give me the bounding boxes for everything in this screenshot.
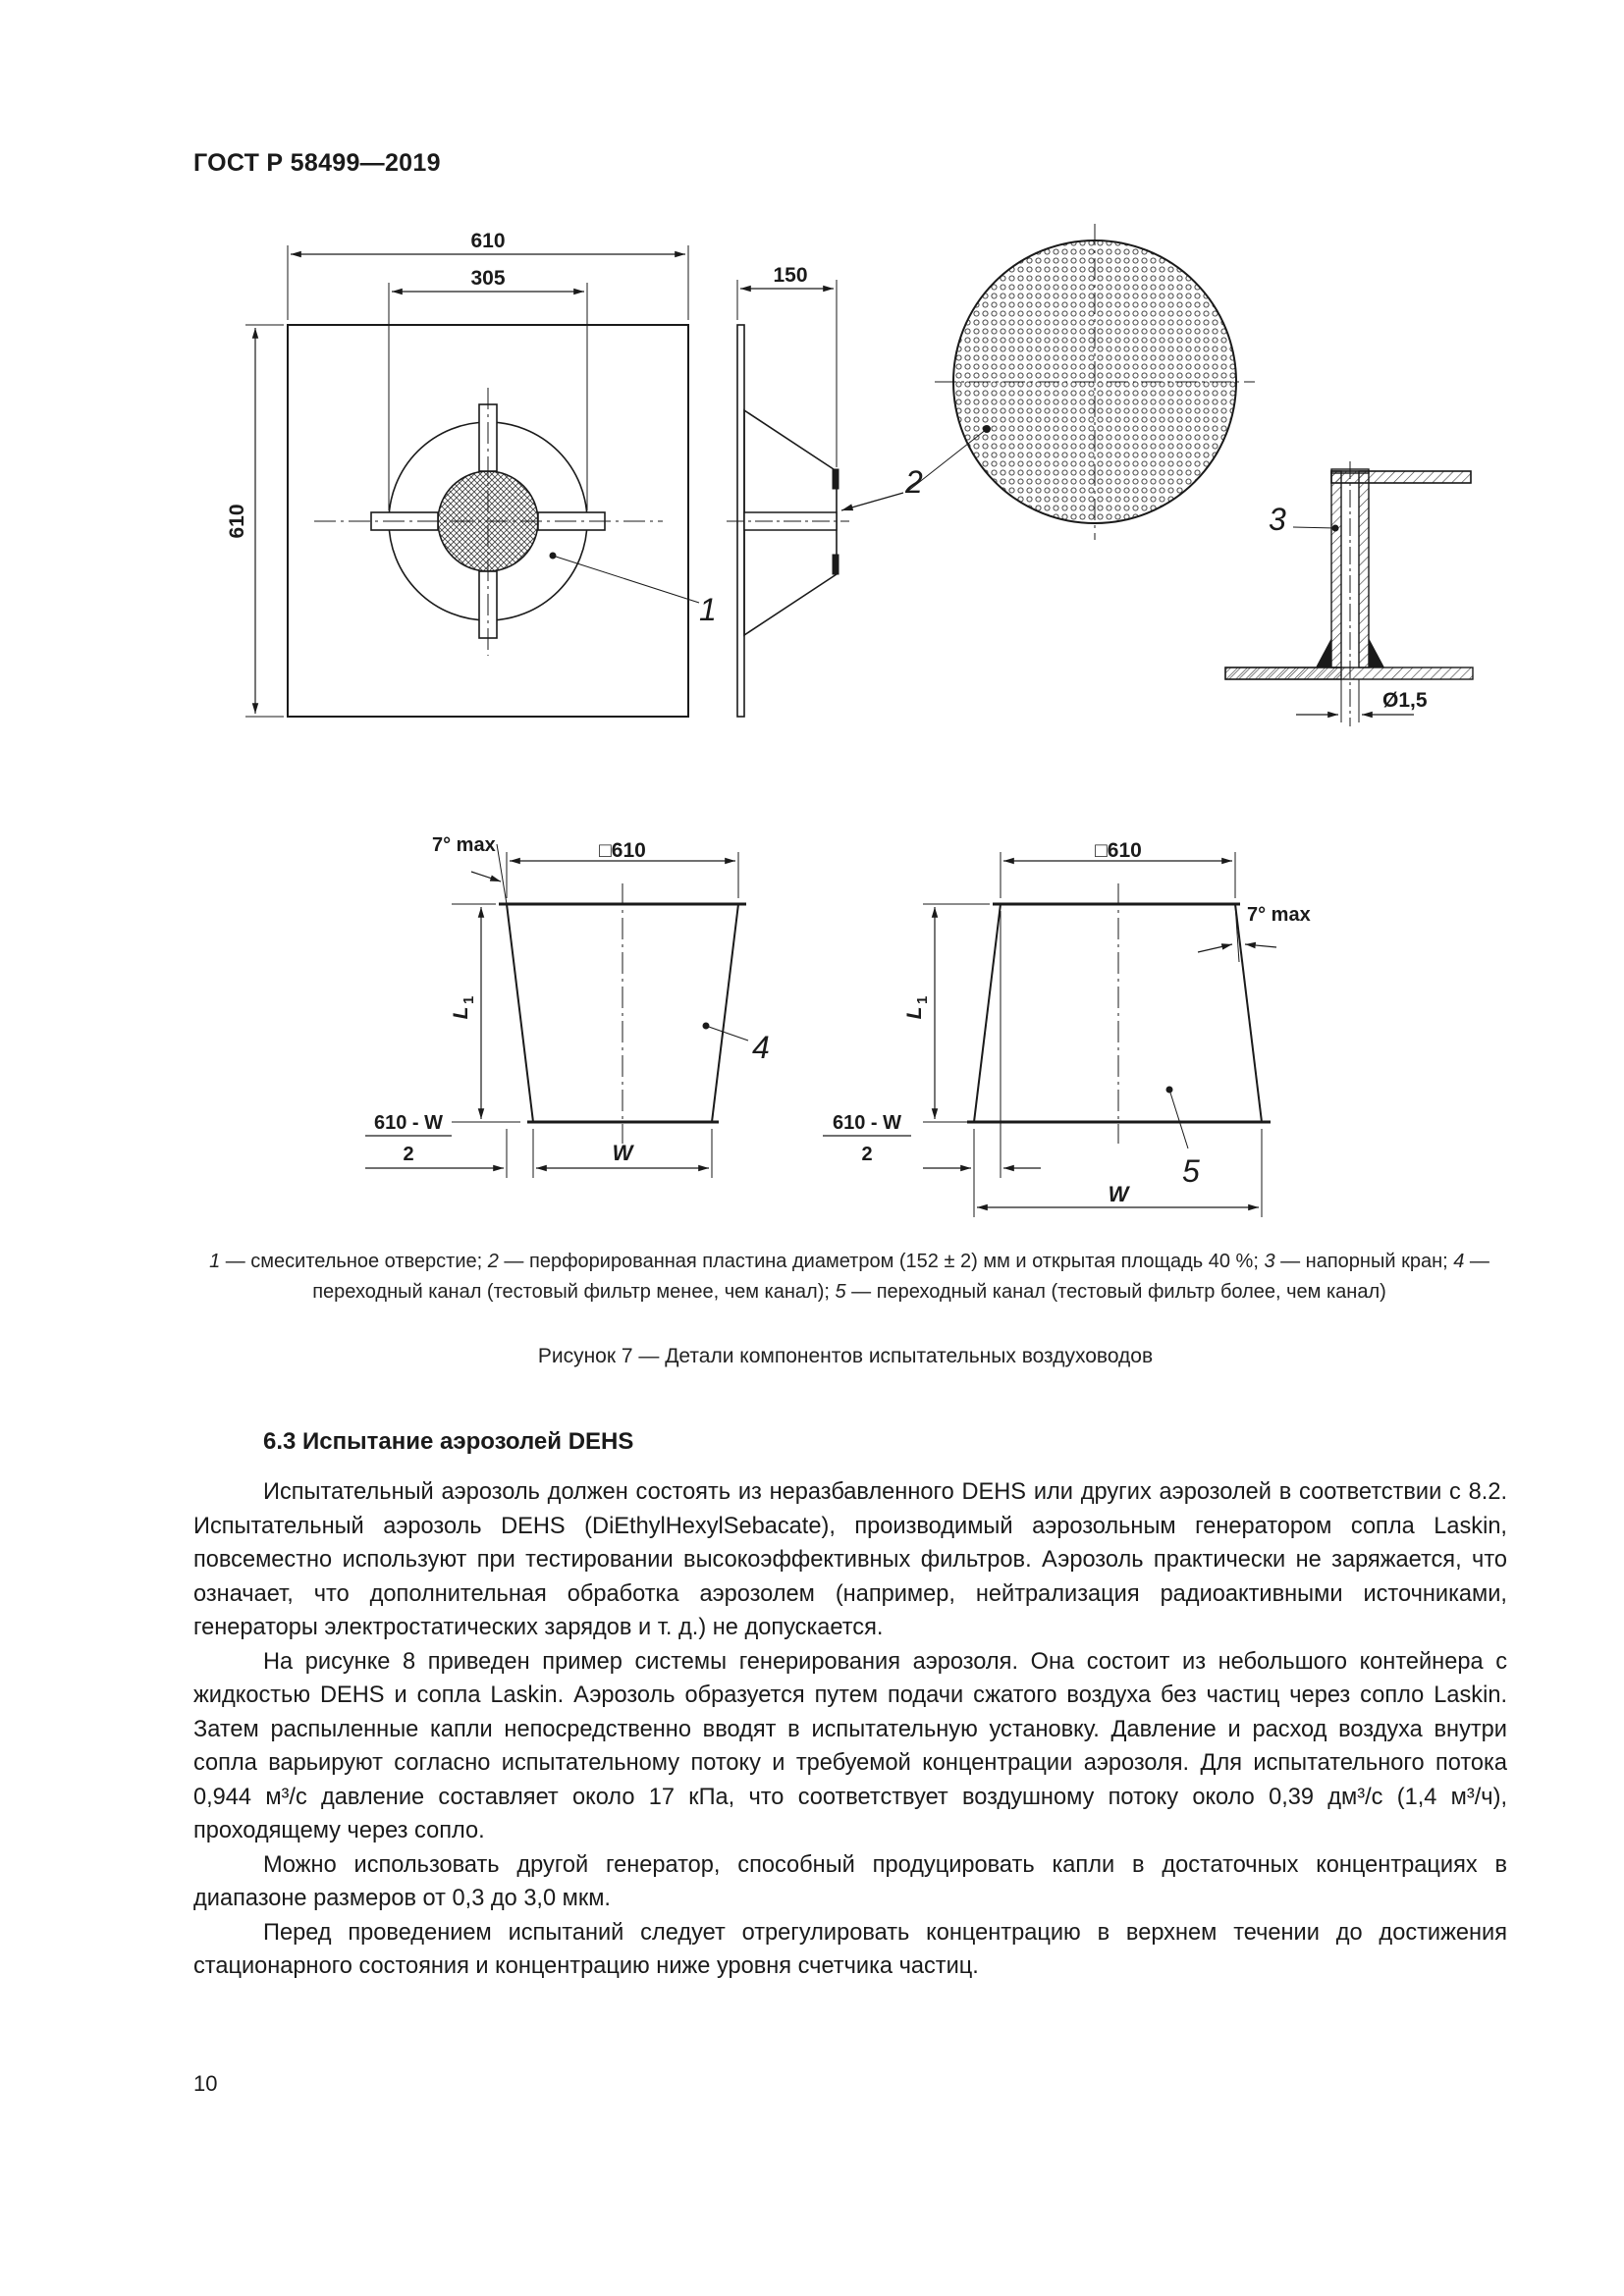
dim-W-right: W xyxy=(1108,1182,1129,1206)
paragraph-2: На рисунке 8 приведен пример системы генерирования аэрозоля. Она состоит из небольшого контейнера с жидкостью DEHS и сопла Laskin. Аэрозоль образуется путем подачи сжатого воздуха без частиц через сопло Laskin. Затем распыленные капли непосредственно вводят в испытательную установку. Давление и расход воздуха внутри сопла варьируют согласно испытательному потоку и требуемой концентрации аэрозоля. Для испытательного потока 0,944 м³/с давление составляет около 17 кПа, что соответствует воздушному потоку около 0,39 дм³/с (1,4 м³/ч), проходящему через сопло. xyxy=(193,1648,1507,1843)
frac-den-left: 2 xyxy=(403,1144,414,1165)
paragraph-1: Испытательный аэрозоль должен состоять из неразбавленного DEHS или других аэрозолей в соответствии с 8.2. Испытательный аэрозоль DEHS (DiEthylHexylSebacate), производимый аэрозольным генератором сопла Laskin, повсеместно используют при тестировании высокоэффективных фильтров. Аэрозоль практически не заряжается, что означает, что дополнительная обработка аэрозолем (например, нейтрализация радиоактивными источниками, генераторы электростатических зарядов и т. д.) не допускается. xyxy=(193,1479,1507,1640)
dim-305: 305 xyxy=(470,267,506,290)
L1-letter: L xyxy=(450,1006,472,1020)
legend-num-5: 5 xyxy=(835,1281,846,1303)
legend-text-3: — напорный кран; xyxy=(1274,1251,1454,1272)
callout-2: 2 xyxy=(905,464,923,500)
figure-caption: Рисунок 7 — Детали компонентов испытательных воздуховодов xyxy=(537,1345,1154,1367)
frac-num-right: 610 - W xyxy=(832,1112,902,1134)
legend-num-4: 4 xyxy=(1453,1251,1465,1272)
perforated-plate xyxy=(908,224,1255,540)
L1-letter: L xyxy=(903,1006,926,1020)
dim-W-left: W xyxy=(612,1141,633,1165)
dim-square-610-right: □610 xyxy=(1095,839,1142,862)
legend-num-2: 2 xyxy=(487,1251,499,1272)
dim-square-610-left: □610 xyxy=(599,839,646,862)
side-view xyxy=(727,280,903,717)
legend-text-4: — переходный канал (тестовый фильтр менее, чем канал); xyxy=(312,1251,1489,1303)
document-header: ГОСТ Р 58499—2019 xyxy=(193,149,441,177)
pressure-tap-body xyxy=(1225,461,1473,726)
section-body xyxy=(193,1475,1507,1984)
callout-5: 5 xyxy=(1182,1153,1200,1189)
dim-610-top: 610 xyxy=(470,230,506,252)
dim-7max-right: 7° max xyxy=(1247,904,1311,926)
paragraph-4: Перед проведением испытаний следует отрегулировать концентрацию в верхнем течении до достижения стационарного состояния и концентрацию ниже уровня счетчика частиц. xyxy=(193,1919,1507,1979)
legend-text-5: — переходный канал (тестовый фильтр более, чем канал) xyxy=(845,1281,1386,1303)
legend-text-2: — перфорированная пластина диаметром (152 ± 2) мм и открытая площадь 40 %; xyxy=(498,1251,1265,1272)
dim-diameter: Ø1,5 xyxy=(1382,689,1428,712)
paragraph-3: Можно использовать другой генератор, способный продуцировать капли в достаточных концентрациях в диапазоне размеров от 0,3 до 3,0 мкм. xyxy=(193,1851,1507,1911)
page-number: 10 xyxy=(193,2071,218,2096)
dim-150: 150 xyxy=(773,264,808,287)
section-title: 6.3 Испытание аэрозолей DEHS xyxy=(263,1428,634,1455)
legend-text-1: — смесительное отверстие; xyxy=(220,1251,488,1272)
dim-L1-left xyxy=(450,996,477,1020)
figure-legend xyxy=(187,1247,1512,1308)
callout-1: 1 xyxy=(699,592,717,627)
callout-4: 4 xyxy=(752,1030,770,1065)
L1-sub: 1 xyxy=(460,995,477,1004)
dim-L1-right xyxy=(903,996,931,1020)
legend-num-3: 3 xyxy=(1264,1251,1275,1272)
L1-sub: 1 xyxy=(914,995,931,1004)
frac-num-left: 610 - W xyxy=(373,1112,444,1134)
callout-3: 3 xyxy=(1269,502,1286,537)
front-view xyxy=(245,245,699,717)
dim-7max-left: 7° max xyxy=(432,834,496,856)
frac-den-right: 2 xyxy=(861,1144,873,1165)
transition-duct-5 xyxy=(823,852,1276,1217)
dim-610-left: 610 xyxy=(226,504,248,539)
legend-num-1: 1 xyxy=(209,1251,221,1272)
